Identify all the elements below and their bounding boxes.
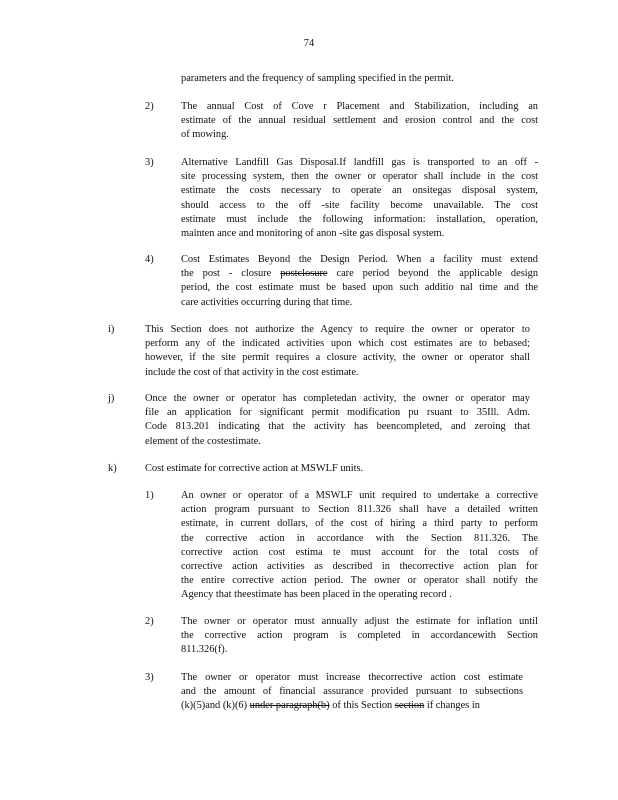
text-line [181,517,538,531]
paragraph-item-k1 [181,489,538,603]
text-run: (k)(5)and (k)(6) [181,700,250,712]
paragraph-item-3 [181,156,538,241]
text-run: corrective action activities as described in thecorrective action plan for [181,561,538,573]
text-run: care period beyond the applicable design [327,268,539,280]
text-line [181,267,538,281]
paragraph-section-i [145,323,530,380]
text-run: however, if the site permit requires a closure activity, the owner or operator shall [145,352,530,364]
text-line [145,462,395,476]
text-run: estimate of the annual residual settlement and erosion control and the cost [181,115,538,127]
text-line [181,114,538,128]
text-run: include the cost of that activity in the cost estimate. [145,366,359,378]
text-line [181,532,538,546]
text-run: the [181,268,203,280]
text-run: perform any of the indicated activities upon which cost estimates are to bebased; [145,338,530,350]
text-line [181,227,538,241]
text-line [181,546,538,560]
item-marker-k3: 3) [145,672,154,683]
item-marker-k: k) [108,463,117,474]
text-line [145,366,530,380]
text-line [145,420,530,434]
text-run: of mowing. [181,129,229,141]
text-line [181,699,523,713]
text-line [181,615,538,629]
text-line [181,72,493,86]
paragraph-item-k2 [181,615,538,658]
text-line [181,560,538,574]
text-line [181,629,538,643]
text-line [145,392,530,406]
paragraph-continuation [181,72,493,86]
text-line [145,435,530,449]
text-run: Agency that theestimate has been placed in the operating record . [181,589,452,601]
text-run: file an application for significant permit modification pu rsuant to 35Ill. Adm. [145,407,530,419]
struck-text: under paragraph(b) [249,700,330,712]
text-run: 811.326(f). [181,644,228,656]
text-run: site processing system, then the owner or operator shall include in the cost [181,171,538,183]
text-line [181,213,538,227]
paragraph-item-2 [181,100,538,143]
page-number: 74 [303,38,315,49]
text-run: estimate, in current dollars, of the cost of hiring a third party to perform [181,518,538,530]
text-run: Alternative Landfill Gas Disposal.If landfill gas is transported to an off - [181,157,538,168]
text-run: Cost estimate for corrective action at MSWLF units. [145,463,364,474]
text-line [181,281,538,295]
text-run [271,268,280,279]
text-run: estimate must include the following information: installation, operation, [181,213,538,225]
paragraph-section-k [145,462,395,476]
text-run: corrective action cost estima te must account for the total costs of [181,546,538,558]
text-run: estimate the costs necessary to operate an onsitegas disposal system, [181,185,538,197]
struck-text: section [394,700,425,712]
text-run: care activities occurring during that time. [181,296,353,308]
text-line [181,296,538,310]
item-marker-4: 4) [145,254,154,265]
text-run: The annual Cost of Cove r Placement and Stabilization, including an [181,101,538,112]
text-run: This Section does not authorize the Agency to require the owner or operator to [145,324,530,335]
text-line [181,156,538,170]
item-marker-k2: 2) [145,616,154,627]
item-marker-j: j) [108,393,115,404]
text-run: Code 813.201 indicating that the activity has beencompleted, and zeroing that [145,421,530,433]
text-run: Once the owner or operator has completedan activity, the owner or operator may [145,393,530,404]
text-line [181,100,538,114]
item-marker-2: 2) [145,101,154,112]
item-marker-3: 3) [145,157,154,168]
text-line [181,685,523,699]
text-run: mainten ance and monitoring of anon -site gas disposal system. [181,228,445,240]
text-line [145,351,530,365]
text-line [181,199,538,213]
text-run: of this Section [329,700,395,712]
text-run: The owner or operator must increase thecorrective action cost estimate [181,672,523,683]
text-run: the corrective action in accordance with the Section 811.326. The [181,532,538,544]
text-line [181,253,538,267]
text-line [181,643,538,657]
item-marker-k1: 1) [145,490,154,501]
text-run: Cost Estimates Beyond the Design Period. When a facility must extend [181,254,538,265]
paragraph-section-j [145,392,530,449]
text-run: if changes in [424,700,480,712]
text-line [181,184,538,198]
text-line [145,323,530,337]
text-run: element of the costestimate. [145,435,261,447]
text-line [145,406,530,420]
text-run: An owner or operator of a MSWLF unit required to undertake a corrective [181,490,538,501]
text-run: and the amount of financial assurance provided pursuant to subsections [181,686,523,698]
item-marker-i: i) [108,324,115,335]
text-line [181,503,538,517]
text-run: The owner or operator must annually adjust the estimate for inflation until [181,616,538,627]
text-line [181,170,538,184]
text-run: parameters and the frequency of sampling specified in the permit. [181,73,454,84]
text-line [181,489,538,503]
text-line [181,671,523,685]
text-run: action program pursuant to Section 811.326 shall have a detailed written [181,504,538,516]
text-line [181,588,538,602]
text-line [181,128,538,142]
struck-text: postclosure [280,268,328,280]
inserted-text: post - closure [202,268,272,280]
text-line [181,574,538,588]
text-run: should access to the off -site facility become unavailable. The cost [181,199,538,211]
text-run: the corrective action program is completed in accordancewith Section [181,630,538,642]
paragraph-item-k3 [181,671,523,714]
paragraph-item-4 [181,253,538,310]
text-run: period, the cost estimate must be based upon such additio nal time and the [181,282,538,294]
text-line [145,337,530,351]
text-run: the entire corrective action period. The owner or operator shall notify the [181,575,538,587]
